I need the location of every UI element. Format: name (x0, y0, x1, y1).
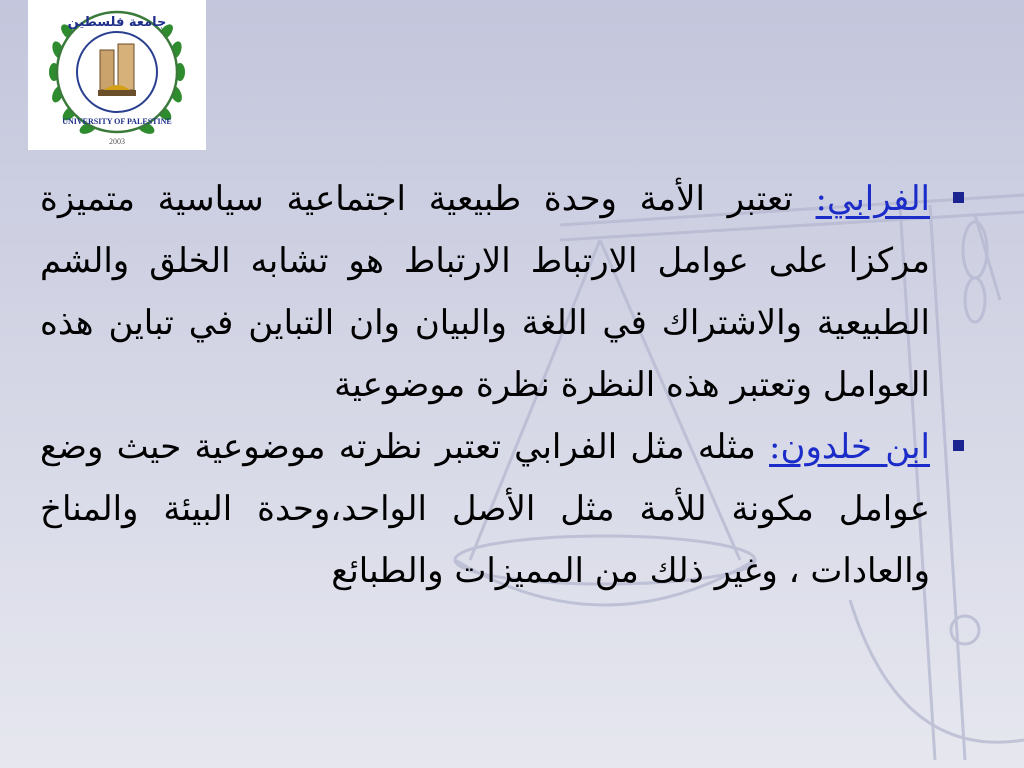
slide-content (40, 168, 970, 602)
university-logo (28, 0, 206, 150)
bullet-item (40, 168, 970, 416)
bullet-item (40, 416, 970, 602)
term-link[interactable]: ابن خلدون: (769, 427, 930, 467)
term-link[interactable]: الفرابي: (815, 179, 930, 219)
university-seal-icon (28, 0, 206, 150)
logo-arabic-name: جامعة فلسطين (67, 15, 167, 30)
bullet-text: مثله مثل الفرابي تعتبر نظرته موضوعية حيث وضع عوامل مكونة للأمة مثل الأصل الواحد،وحدة البيئة والمناخ والعادات ، وغير ذلك من المميزات والطبائع (40, 427, 930, 591)
logo-english-name: UNIVERSITY OF PALESTINE (62, 117, 172, 126)
logo-year: 2003 (109, 137, 125, 146)
square-bullet-icon (953, 192, 964, 203)
bullet-text: تعتبر الأمة وحدة طبيعية اجتماعية سياسية متميزة مركزا على عوامل الارتباط الارتباط هو تشابه الخلق والشم الطبيعية والاشتراك في اللغة والبيان وان التباين في تباين هذه العوامل وتعتبر هذه النظرة نظرة موضوعية (40, 179, 930, 405)
square-bullet-icon (953, 440, 964, 451)
